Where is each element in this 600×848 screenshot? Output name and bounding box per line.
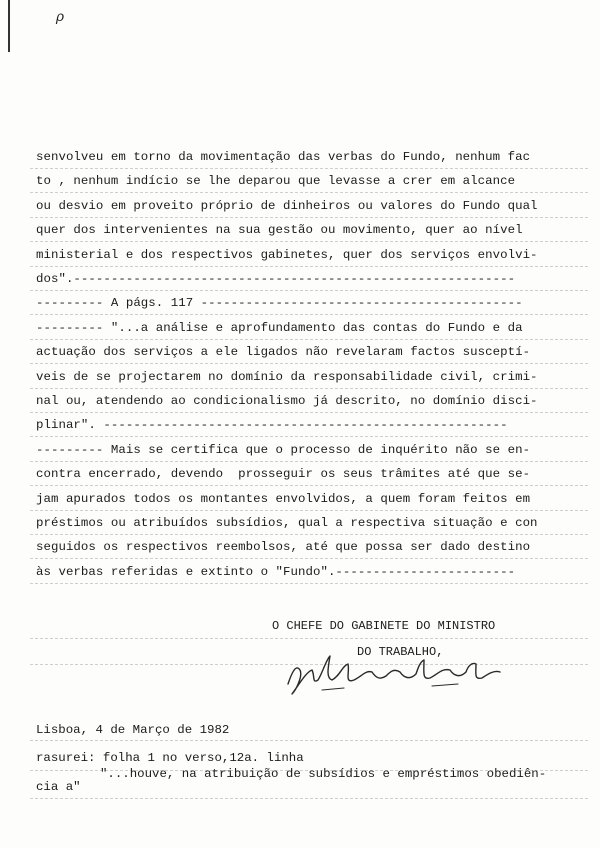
ruling-line bbox=[30, 638, 588, 639]
ruling-line bbox=[30, 266, 588, 267]
erasure-note: rasurei: folha 1 no verso,12a. linha bbox=[36, 751, 304, 765]
ruling-line bbox=[30, 314, 588, 315]
body-line: to , nenhum indício se lhe deparou que levasse a crer em alcance bbox=[36, 174, 516, 189]
ruling-line bbox=[30, 168, 588, 169]
body-line: --------- "...a análise e aprofundamento das contas do Fundo e da bbox=[36, 320, 523, 335]
handwritten-signature bbox=[282, 650, 512, 698]
ruling-line bbox=[30, 412, 588, 413]
ruling-line bbox=[30, 510, 588, 511]
signatory-title-line-2: DO TRABALHO, bbox=[357, 645, 444, 659]
ruling-line bbox=[30, 740, 588, 741]
erasure-quote-line-1: "...houve, na atribuição de subsídios e empréstimos obediên- bbox=[100, 767, 547, 781]
ruling-line bbox=[30, 339, 588, 340]
erasure-quote-line-2: cia a" bbox=[36, 780, 81, 794]
signatory-title-line-1: O CHEFE DO GABINETE DO MINISTRO bbox=[272, 619, 496, 633]
body-line: --------- A págs. 117 ------------------------------------------- bbox=[36, 296, 523, 311]
ruling-line bbox=[30, 798, 588, 799]
ruling-line bbox=[30, 534, 588, 535]
ruling-line bbox=[30, 485, 588, 486]
body-line: contra encerrado, devendo prosseguir os seus trâmites até que se- bbox=[36, 467, 531, 482]
body-line: ou desvio em proveito próprio de dinheiros ou valores do Fundo qual bbox=[36, 198, 538, 213]
body-line: --------- Mais se certifica que o processo de inquérito não se en- bbox=[36, 442, 531, 457]
ruling-line bbox=[30, 436, 588, 437]
body-line: ministerial e dos respectivos gabinetes, quer dos serviços envolvi- bbox=[36, 247, 538, 262]
corner-handwritten-mark: ρ bbox=[56, 10, 65, 26]
ruling-line bbox=[30, 388, 588, 389]
binding-edge-mark bbox=[8, 0, 10, 52]
body-line: senvolveu em torno da movimentação das verbas do Fundo, nenhum fac bbox=[36, 150, 531, 164]
ruling-line bbox=[30, 241, 588, 242]
body-line: seguidos os respectivos reembolsos, até que possa ser dado destino bbox=[36, 540, 531, 555]
ruling-line bbox=[30, 290, 588, 291]
body-line: actuação dos serviços a ele ligados não revelaram factos susceptí- bbox=[36, 345, 531, 360]
body-line: plinar". ------------------------------------------------------ bbox=[36, 418, 508, 433]
body-line: jam apurados todos os montantes envolvidos, a quem foram feitos em bbox=[36, 491, 531, 506]
ruling-line bbox=[30, 461, 588, 462]
body-line: quer dos intervenientes na sua gestão ou movimento, quer ao nível bbox=[36, 223, 523, 238]
ruling-line bbox=[30, 558, 588, 559]
body-line: préstimos ou atribuídos subsídios, qual a respectiva situação e con bbox=[36, 516, 538, 530]
ruling-line bbox=[30, 217, 588, 218]
ruling-line bbox=[30, 192, 588, 193]
ruling-line bbox=[30, 583, 588, 584]
body-line: às verbas referidas e extinto o "Fundo".------------------------ bbox=[36, 564, 516, 579]
body-line: dos".----------------------------------------------------------- bbox=[36, 272, 516, 286]
place-and-date: Lisboa, 4 de Março de 1982 bbox=[36, 723, 230, 737]
body-line: nal ou, atendendo ao condicionalismo já descrito, no domínio disci- bbox=[36, 394, 538, 408]
ruling-line bbox=[30, 363, 588, 364]
body-line: veis de se projectarem no domínio da responsabilidade civil, crimi- bbox=[36, 369, 538, 384]
